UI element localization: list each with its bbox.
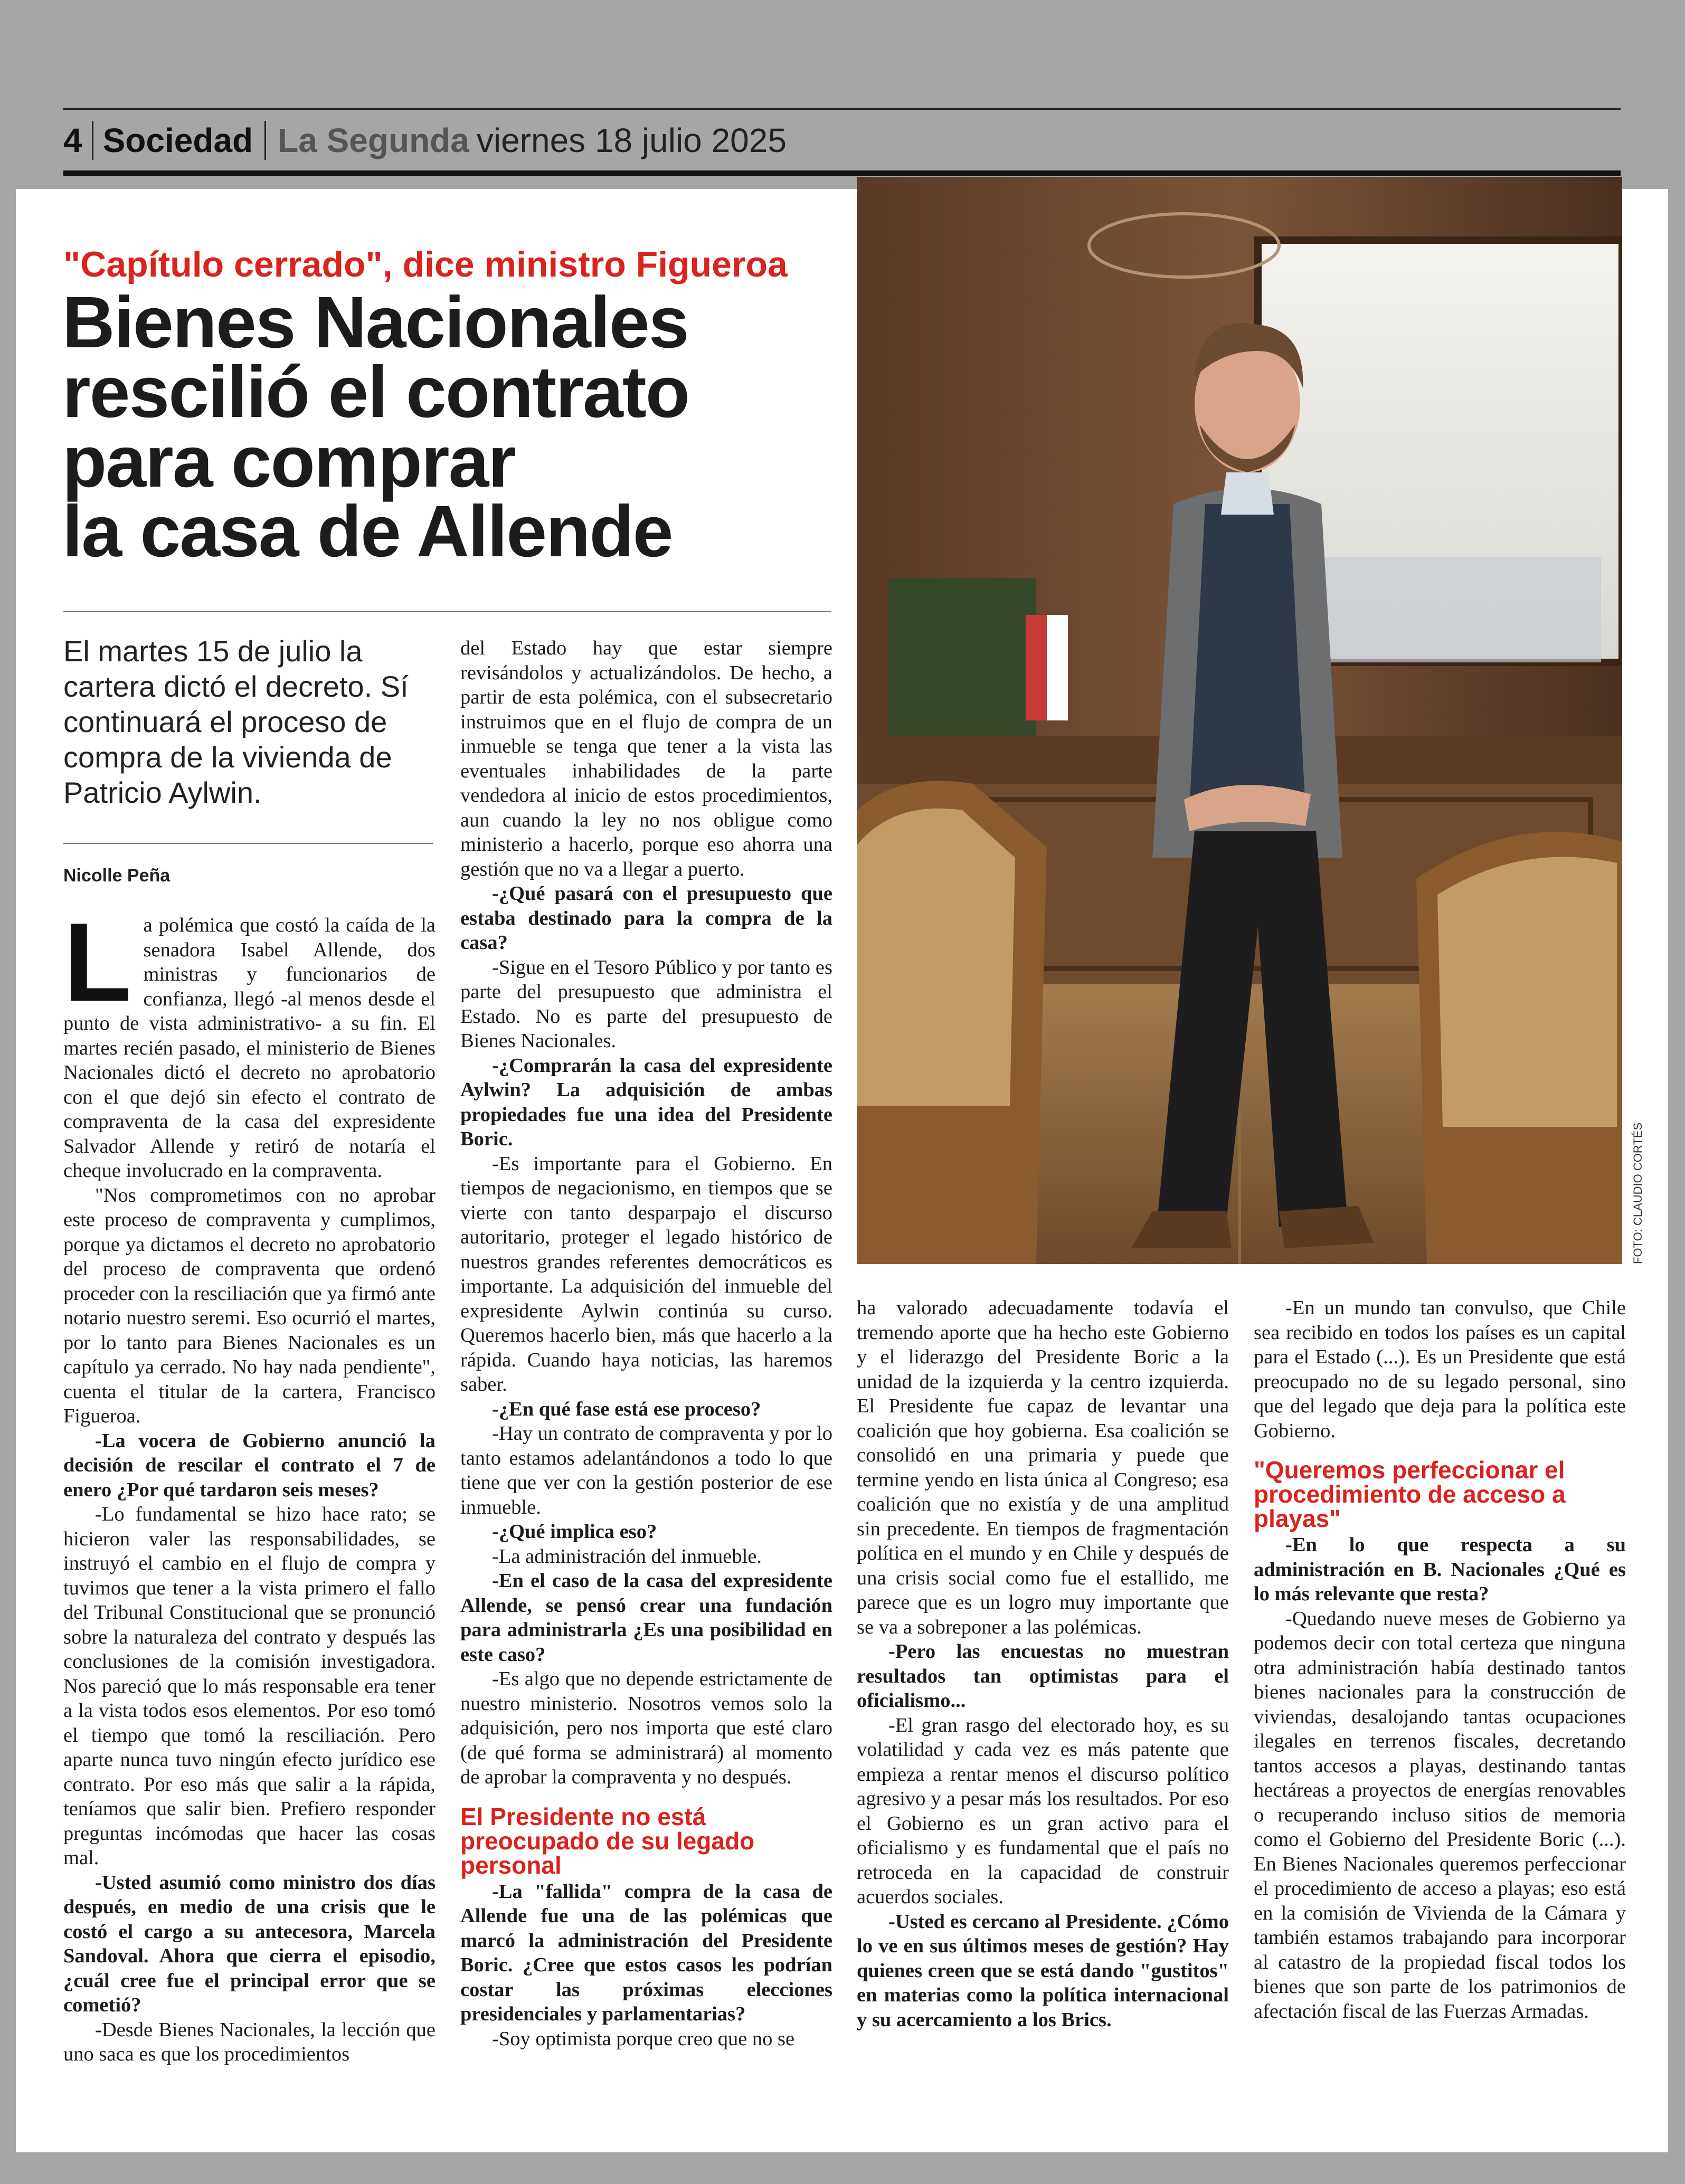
interview-answer: -Soy optimista porque creo que no se — [492, 2027, 795, 2050]
interview-question: -En lo que respecta a su administración en B. Nacionales ¿Qué es lo más relevante que resta? — [1254, 1534, 1626, 1605]
article-column-3 — [857, 1296, 1229, 2032]
page-number: 4 — [63, 121, 93, 160]
interview-question: -¿En qué fase está ese proceso? — [492, 1398, 761, 1420]
issue-date: viernes 18 julio 2025 — [476, 121, 787, 159]
interview-answer: -Desde Bienes Nacionales, la lección que uno saca es que los procedimientos — [63, 2018, 436, 2065]
interview-answer: -Quedando nueve meses de Gobierno ya podemos decir con total certeza que ninguna otra administración había destinado tantos bienes nacionales para la construcción de viviendas, desalojando tantas ocupaciones ilegales en terrenos fiscales, decretando tantos accesos a playas, destinando tantas hectáreas a proyectos de energías renovables o recuperando incluso sitios de memoria como el Gobierno del Presidente Boric (...). En Bienes Nacionales queremos perfeccionar el procedimiento de acceso a playas; eso está en la comisión de Vivienda de la Cámara y también estamos trabajando para incorporar al catastro de la propiedad fiscal todos los bienes que son parte de los patrimonios de afectación fiscal de las Fuerzas Armadas. — [1254, 1607, 1626, 2022]
drop-cap: L — [63, 899, 132, 1024]
interview-question: -¿Comprarán la casa del expresidente Aylwin? La adquisición de ambas propiedades fue una idea del Presidente Boric. — [460, 1054, 832, 1150]
interview-question: -Usted asumió como ministro dos días después, en medio de una crisis que le costó el cargo a su antecesora, Marcela Sandoval. Ahora que cierra el episodio, ¿cuál cree fue el principal error que se cometió? — [63, 1871, 436, 2016]
article-column-2 — [460, 636, 832, 2051]
interview-answer: -En un mundo tan convulso, que Chile sea recibido en todos los países es un capital para el Estado (...). Es un Presidente que está preocupado no de su legado personal, sino que del legado que deja para la política este Gobierno. — [1254, 1297, 1626, 1442]
interview-question: -¿Qué pasará con el presupuesto que estaba destinado para la compra de la casa? — [460, 882, 832, 954]
interview-answer: -La administración del inmueble. — [492, 1545, 762, 1568]
headline-divider — [63, 611, 831, 612]
interview-question: -¿Qué implica eso? — [492, 1521, 657, 1543]
article-kicker: "Capítulo cerrado", dice ministro Figueroa — [63, 244, 788, 284]
page-header — [63, 108, 1621, 176]
interview-question: -La "fallida" compra de la casa de Allende fue una de las polémicas que marcó la administración del Presidente Boric. ¿Cree que estos casos les podrían costar las próximas elecciones presidenciales y parlamentarias? — [460, 1880, 832, 2025]
interview-answer: "Nos comprometimos con no aprobar este proceso de compraventa y cumplimos, porque ya dictamos el decreto no aprobatorio del proceso de compraventa que ordenó proceder con la resciliación que ya firmó ante notario nuestro seremi. Eso ocurrió el martes, por lo tanto para Bienes Nacionales es un capítulo ya cerrado. No hay nada pendiente", cuenta el titular de la cartera, Francisco Figueroa. — [63, 1184, 436, 1427]
paragraph-text: a polémica que costó la caída de la senadora Isabel Allende, dos ministras y funcionarios de confianza, llegó -al menos desde el punto de vista administrativo- a su fin. El martes recién pasado, el ministerio de Bienes Nacionales dictó el decreto no aprobatorio con el que dejó sin efecto el contrato de compraventa de la casa del expresidente Salvador Allende y retiró de notaría el cheque involucrado en la compraventa. — [63, 914, 436, 1182]
interview-question: -Pero las encuestas no muestran resultados tan optimistas para el oficialismo... — [857, 1640, 1229, 1712]
section-name: Sociedad — [103, 121, 267, 160]
photo-credit: FOTO: CLAUDIO CORTÉS — [1631, 1122, 1644, 1264]
minister-photo — [857, 177, 1622, 1264]
interview-answer: -Hay un contrato de compraventa y por lo tanto estamos adelantándonos a todo lo que tiene que ver con la gestión posterior de ese inmueble. — [460, 1422, 832, 1518]
interview-answer: -Es importante para el Gobierno. En tiempos de negacionismo, en tiempos que se vierte con tanto desparpajo el discurso autoritario, proteger el legado histórico de nuestros grandes referentes democráticos es importante. La adquisición del inmueble del expresidente Aylwin continúa su curso. Queremos hacerlo bien, más que hacerlo a la rápida. Cuando haya noticias, las haremos saber. — [460, 1152, 832, 1395]
lead-divider — [63, 843, 433, 844]
interview-answer: -Sigue en el Tesoro Público y por tanto es parte del presupuesto que administra el Estado. No es parte del presupuesto de Bienes Nacionales. — [460, 956, 832, 1052]
article-column-4 — [1254, 1296, 1626, 2024]
interview-question: -La vocera de Gobierno anunció la decisión de rescilar el contrato el 7 de enero ¿Por qué tardaron seis meses? — [63, 1429, 436, 1501]
minister-photo-illustration — [857, 177, 1622, 1264]
interview-answer: -Lo fundamental se hizo hace rato; se hicieron valer las responsabilidades, se instruyó el cambio en el flujo de compra y tuvimos que tener a la vista primero el fallo del Tribunal Constitucional que se pronunció sobre la naturaleza del contrato y después las conclusiones de la comisión investigadora. Nos pareció que lo más responsable era tener a la vista todos esos elementos. Por eso tomó el tiempo que tomó la resciliación. Pero aparte nunca tuvo ningún efecto jurídico ese contrato. Por eso más que salir a la rápida, teníamos que salir bien. Prefiero responder preguntas incómodas que hacer las cosas mal. — [63, 1503, 436, 1869]
interview-answer: -Es algo que no depende estrictamente de nuestro ministerio. Nosotros vemos solo la adquisición, pero nos importa que esté claro (de qué forma se administrará) al momento de aprobar la compraventa y no después. — [460, 1668, 832, 1788]
article-headline: Bienes Nacionales rescilió el contrato para comprar la casa de Allende — [62, 282, 689, 572]
paragraph: del Estado hay que estar siempre revisándolos y actualizándolos. De hecho, a partir de esta polémica, con el subsecretario instruimos que en el flujo de compra de un inmueble se tenga que tener a la vista las eventuales inhabilidades de la parte vendedora al inicio de estos procedimientos, aun cuando la ley no nos obligue como ministerio a hacerlo, porque eso ahorra una gestión que no va a llegar a puerto. — [460, 637, 832, 880]
interview-question: -En el caso de la casa del expresidente Allende, se pensó crear una fundación para administrarla ¿Es una posibilidad en este caso? — [460, 1570, 832, 1666]
article-column-1 — [63, 899, 436, 2067]
article-subheading: El Presidente no está preocupado de su legado personal — [460, 1802, 755, 1879]
newspaper-name: La Segunda — [278, 121, 469, 159]
interview-question: -Usted es cercano al Presidente. ¿Cómo lo ve en sus últimos meses de gestión? Hay quienes creen que se está dando "gustitos" en materias como la política internacional y su acercamiento a los Brics. — [857, 1910, 1229, 2031]
article-subheading: "Queremos perfeccionar el procedimiento de acceso a playas" — [1254, 1456, 1566, 1532]
interview-answer: -El gran rasgo del electorado hoy, es su volatilidad y cada vez es más patente que empieza a rentar menos el discurso político agresivo y a pesar más los resultados. Por eso el Gobierno es un gran activo para el oficialismo y es fundamental que el país no retroceda en la capacidad de construir acuerdos sociales. — [857, 1714, 1229, 1908]
paragraph — [63, 899, 436, 1183]
article-lead: El martes 15 de julio la cartera dictó el decreto. Sí continuará el proceso de compra de la vivienda de Patricio Aylwin. — [63, 634, 409, 809]
paragraph: ha valorado adecuadamente todavía el tremendo aporte que ha hecho este Gobierno y el liderazgo del Presidente Boric a la unidad de la izquierda y la centro izquierda. El Presidente fue capaz de levantar una coalición que hoy gobierna. Esa coalición se consolidó en una primaria y puede que termine yendo en lista única al Congreso; esa coalición que no existía y de una amplitud sin precedente. En tiempos de fragmentación política en el mundo y en Chile y después de una crisis social como fue el estallido, me parece que es un logro muy importante que se va a sobreponer a las polémicas. — [857, 1297, 1229, 1638]
article-byline: Nicolle Peña — [63, 866, 171, 886]
